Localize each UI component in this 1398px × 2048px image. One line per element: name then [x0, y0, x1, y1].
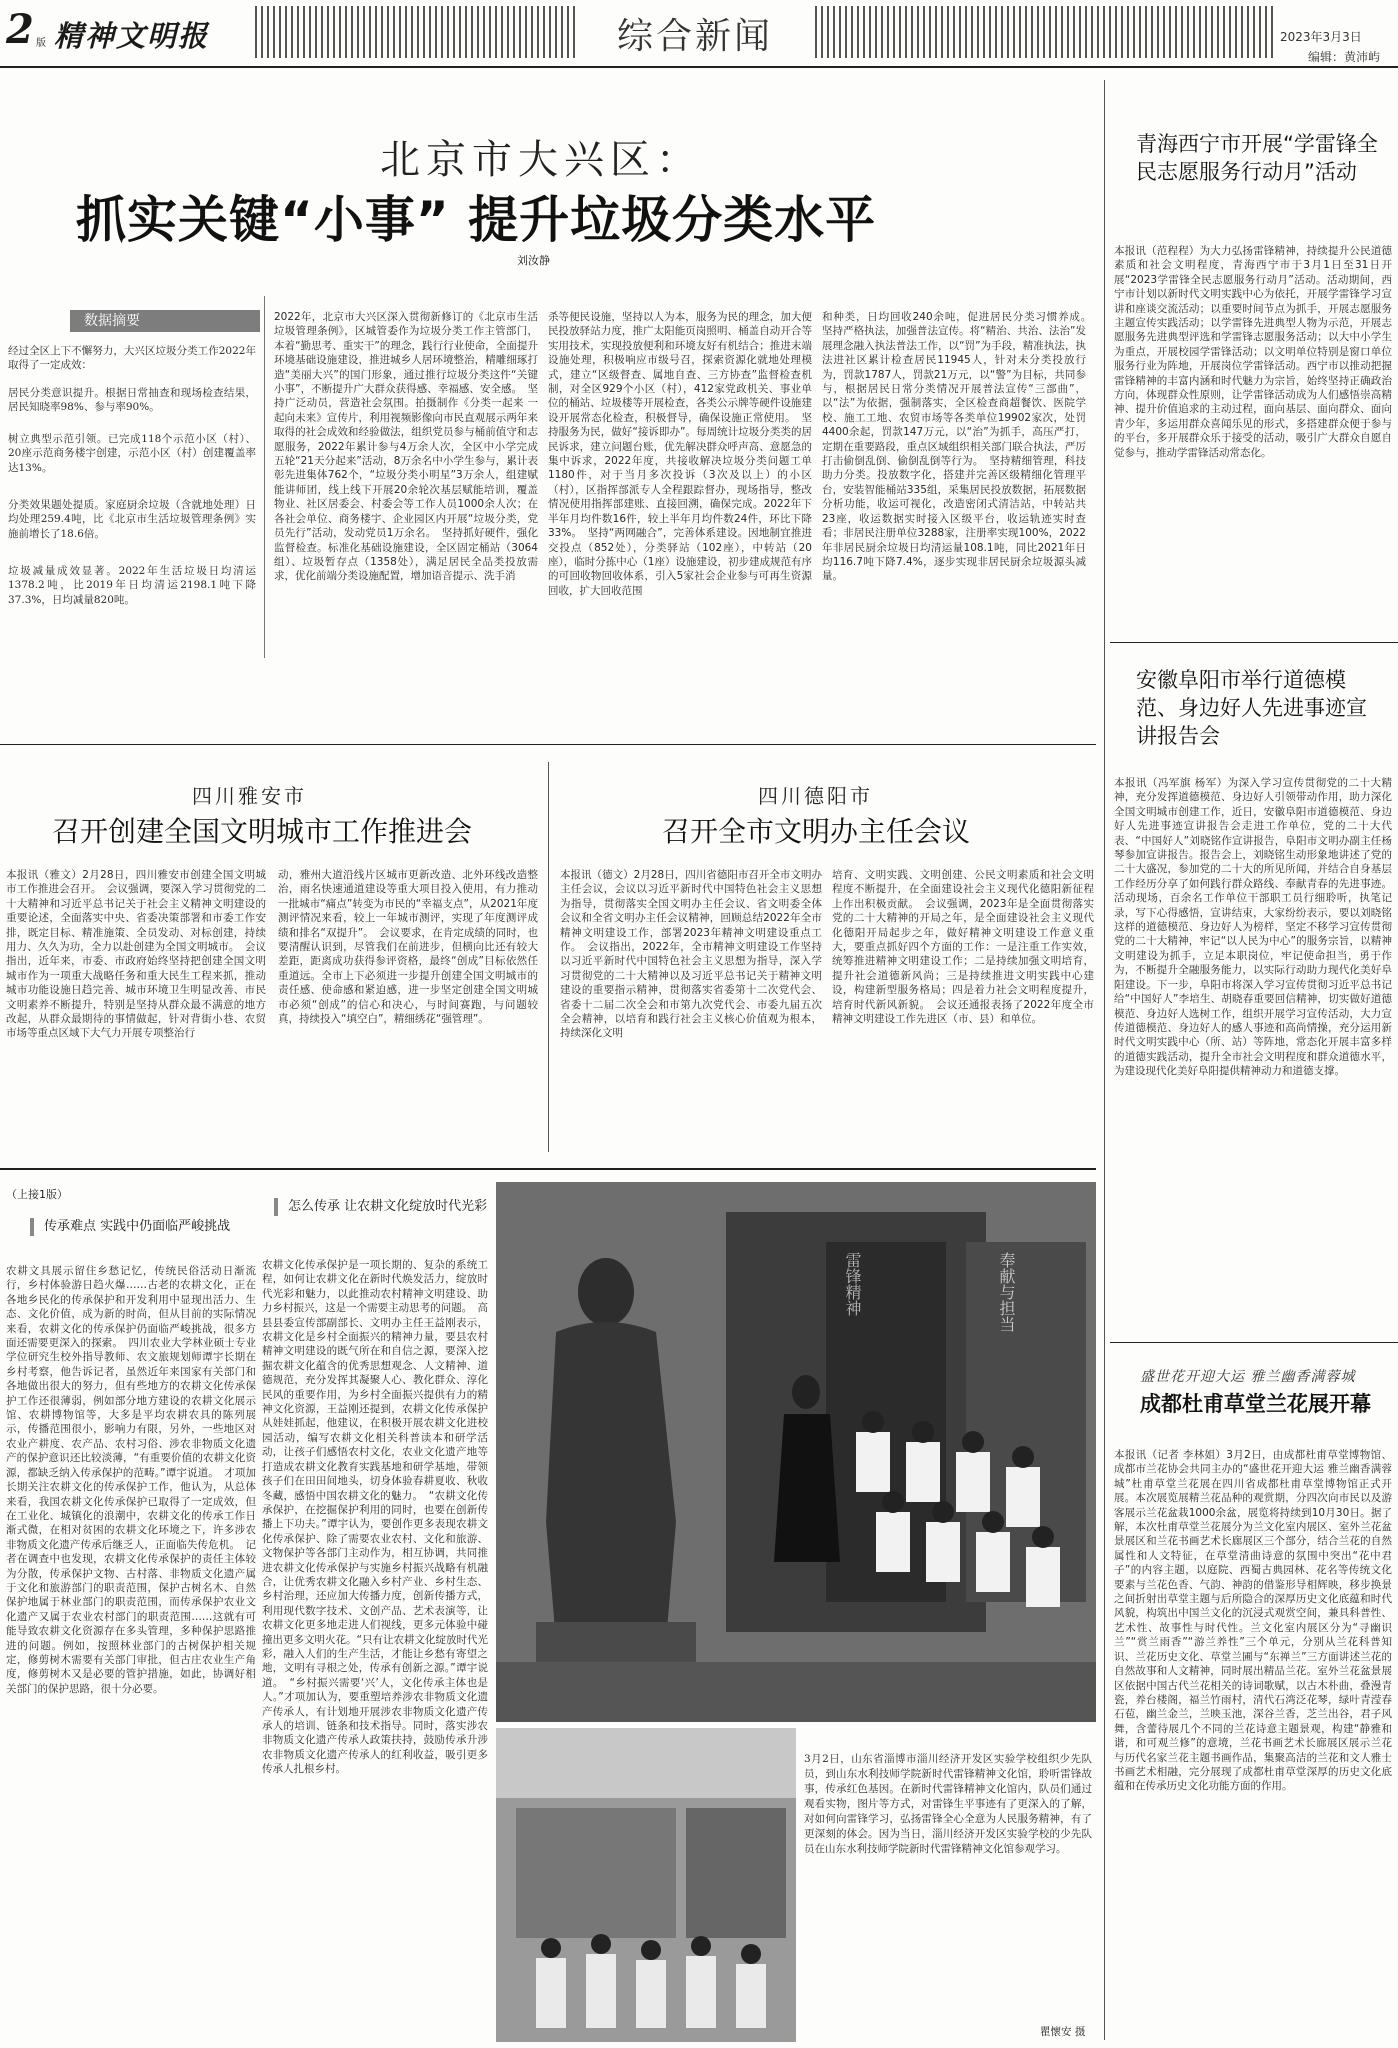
photo-illustration-2 [496, 1728, 796, 2042]
masthead [0, 0, 1398, 72]
right2-body: 本报讯（冯军旗 杨军）为深入学习宣传贯彻党的二十大精神，充分发挥道德模范、身边好人引领带动作用，助力深化全国文明城市创建工作，近日，安徽阜阳市道德模范、身边好人先进事迹宣讲报告会走进工作单位，党的二十大代表、“中国好人”刘晓铭作宣讲报告，阜阳市文明办副主任杨琴参加宣讲报告。报告会上，刘晓铭生动形象地讲述了党的二十大盛况，参加党的二十大的所见所闻，并结合自身基层工作经历分享了如何践行群众路线、奉献青春的先进事迹。活动现场，百余名工作单位干部职工员行细聆听，执笔记录，写下心得感悟，宣讲结束，大家纷纷表示，要以刘晓铭这样的道德模范、身边好人为榜样，坚定不移学习宣传贯彻党的二十大精神，牢记“以人民为中心”的服务宗旨，以精神文明建设为抓手，立足本职岗位，牢记使命担当，勇于作为，不断提升全融服务能力，以实际行动助力现代化美好阜阳建设。下一步，阜阳市将深入学习宣传贯彻习近平总书记给“中国好人”李培生、胡晓春重要回信精神，切实做好道德模范、身边好人选树工作，组织开展学习宣传活动，大力宣传道德模范、身边好人的感人事迹和高尚情操，充分运用新时代文明实践中心（所、站）等阵地，常态化开展丰富多样的道德实践活动，提升全市社会文明程度和群众道德水平，为建设现代化美好阜阳提供精神动力和道德支撑。 [1114, 777, 1392, 1078]
masthead-stripes-left [255, 6, 577, 58]
mid-right-title: 召开全市文明办主任会议 [662, 815, 971, 848]
right3-kicker: 盛世花开迎大运 雅兰幽香满蓉城 [1140, 1369, 1356, 1385]
right3-title: 成都杜甫草堂兰花展开幕 [1140, 1392, 1371, 1416]
right1-body: 本报讯（范程程）为大力弘扬雷锋精神，持续提升公民道德素质和社会文明程度，青海西宁市于3月1日至31日开展“2023学雷锋全民志愿服务行动月”活动。活动期间，西宁市计划以新时代文明实践中心为依托，开展学雷锋学习宣讲和座谈交流活动；以重要时间节点为抓手，开展志愿服务主题宣传实践活动；以学雷锋先进典型人物为示范，开展志愿服务先进典型评选和学雷锋志愿服务活动；以大中小学生为重点，开展校园学雷锋活动；以文明单位特别是窗口单位服务行业为阵地，开展岗位学雷锋活动。西宁市以推动把握雷锋精神的丰富内涵和时代魅力为宗旨，始终坚持正确政治方向，体现群众性原则，让学雷锋活动成为人们感悟崇高精神、提升价值追求的主动过程，面向基层、面向群众、面向青少年，多运用群众喜闻乐见的形式，多搭建群众便于参与的平台，多开展群众乐于接受的活动，吸引广大群众自愿自觉参与，推动学雷锋活动常态化。 [1114, 245, 1392, 459]
bottom-sub-1: 传承难点 实践中仍面临严峻挑战 [30, 1218, 254, 1236]
right3-body: 本报讯（记者 李林姐）3月2日，由成都杜甫草堂博物馆、成都市兰花协会共同主办的“盛世花开迎大运 雅兰幽香满蓉城”杜甫草堂兰花展在四川省成都杜甫草堂博物馆正式开展。本次展览展精兰花品种的观赏期，分四次向市民以及游客展示兰花盆栽1000余盆，展览将持续到10月30日。据了解，本次杜甫草堂兰花展分为兰文化室内展区、室外兰花盆景展区和兰花书画艺术长廊展区三个部分，结合兰花的自然属性和人文特征，在草堂清曲诗意的氛围中突出“花中君子”的内容主题，以庭院、西蜀古典园林、花名等传统文化要素与兰花色香、气韵、神韵的借鉴形导相辉映，移步换景之间折射出草堂主题与后所隐合的深厚历史文化底蕴和时代风貌，构筑出中国兰文化的沉浸式观赏空间，兼具科普性、艺术性、故事性与时代性。兰文化室内展区分为“寻幽识兰”“赏兰雨香”“游兰养性”三个单元，分别从兰花科普知识、兰花历史文化、草堂兰圃与“东禅兰”三方面讲述兰花的自然故事和人文精神，同时展出精品兰花。室外兰花盆景展区依据中国古代兰花相关的诗词歌赋，以古木朴曲，叠漫青瓷，养台楼阁，福兰竹雨村，清代石湾泛花琴，绿叶青滢春石苞，幽兰金兰，兰映玉池，深谷兰香，芝兰出谷，君子风舞，含蕾待展几个不同的兰花诗意主题景观，构建“静雅和谐，和可观兰修”的意境，兰花书画艺术长廊展区展示兰花与历代名家兰花主题书画作品，集聚高洁的兰花和文人雅士书画艺术相融，完分展现了成都杜甫草堂深厚的历史文化底蕴和在传承历史文化功能方面的作用。 [1114, 1449, 1392, 1793]
mid-right-col-2: 培育、文明实践、文明创建、公民文明素质和社会文明程度不断提升，在全面建设社会主义现代化德阳新征程上作出积极贡献。 会议强调，2023年是全面贯彻落实党的二十大精神的开局之年，是全面建设社会主义现代化德阳开局起步之年，做好精神文明建设工作意义重大，要重点抓好四个方面的工作：一是注重工作实效，统筹推进精神文明建设工作；二是持续加强文明培育，提升社会道德新风尚；三是持续推进文明实践中心建设，构建新型服务格局；四是着力社会文明程度提升，培育时代新风新貌。 会议还通报表扬了2022年度全市精神文明建设工作先进区（市、县）和单位。 [832, 869, 1094, 1026]
summary-title: 数据摘要 [70, 310, 260, 332]
lead-title: 抓实关键“小事” 提升垃圾分类水平 [76, 191, 877, 249]
page-suffix: 版 [36, 38, 46, 49]
exhibit-text-2: 奉献与担当 [997, 1252, 1016, 1332]
summary-item: 垃圾减量成效显著。2022年生活垃圾日均清运1378.2吨，比2019年日均清运2198.1吨下降37.3%，日均减量820吨。 [8, 565, 256, 606]
summary-item: 分类效果题处提质。家庭厨余垃圾（含就地处理）日均处理259.4吨，比《北京市生活垃圾管理条例》实施前增长了18.6倍。 [8, 499, 256, 540]
bottom-sub-2: 怎么传承 让农耕文化绽放时代光彩 [274, 1198, 498, 1216]
summary-item: 经过全区上下不懈努力，大兴区垃圾分类工作2022年取得了一定成效： [8, 345, 256, 372]
mid-right-kicker: 四川德阳市 [758, 784, 873, 808]
second-photo [496, 1728, 796, 2042]
right1-title: 青海西宁市开展“学雷锋全民志愿服务行动月”活动 [1136, 132, 1378, 184]
photo-credit: 瞿懷安 摄 [1040, 2026, 1086, 2038]
mid-left-col-2: 动，雅州大道沿线片区城市更新改造、北外环线改造整治，雨名快速通道建设等重大项目投入使用，有力推动一批城市“痛点”转变为市民的“幸福支点”，从2021年度测评情况来看，较上一年城市测评，实现了年度测评成绩和排名“双提升”。 会议要求，在肯定成绩的同时，也要清醒认识到，尽管我们在前进步，但横向比还有较大差距，距离成功获得参评资格，最终“创成”目标依然任重道远。全市上下必须进一步提升创建全国文明城市的责任感、使命感和紧迫感，进一步坚定创建全国文明城市必须“创成”的信心和决心，与时间赛跑，与问题较真，持续投入“填空白”，精细绣花“强管理”。 [278, 869, 538, 1026]
right2-title: 安徽阜阳市举行道德模范、身边好人先进事迹宣讲报告会 [1136, 668, 1367, 748]
photo-caption: 3月2日，山东省淄博市淄川经济开发区实验学校组织少先队员，到山东水利技师学院新时代雷锋精神文化馆，聆听雷锋故事，传承红色基因。在新时代雷锋精神文化馆内，队员们通过观看实物，图片等方式，对雷锋生平事迹有了更深入的了解，对如何向雷锋学习，弘扬雷锋全心全意为人民服务精神，有了更深刻的体会。因为当日，淄川经济开发区实验学校的少先队员在山东水利技师学院新时代雷锋精神文化馆参观学习。 [804, 1753, 1092, 1855]
issue-date: 2023年3月3日 [1280, 30, 1362, 44]
summary-item: 树立典型示范引领。已完成118个示范小区（村）、20座示范商务楼宇创建，示范小区（村）创建覆盖率达13%。 [8, 433, 256, 474]
lead-kicker: 北京市大兴区： [380, 137, 702, 183]
page-number: 2 [6, 6, 34, 53]
bottom-col-2: 农耕文化传承保护是一项长期的、复杂的系统工程，如何让农耕文化在新时代焕发活力，绽放时代光彩和魅力，以此推动农村精神文明建设、助力乡村振兴，这是一个需要主动思考的问题。 高县县委宣传部副部长、文明办主任王益刚表示，农耕文化是乡村全面振兴的精神力量，要县农村精神文明建设的既气所在和自信之源，要深入挖掘农耕文化蕴含的优秀思想观念、人文精神、道德规范，充分发挥其凝聚人心、教化群众、淳化民风的重要作用，为乡村全面振兴提供有力的精神文化资源，王益刚还提到，农耕文化传承保护从娃娃抓起，他建议，在积极开展农耕文化进校园活动，编写农耕文化相关科普读本和研学活动，让孩子们感悟农村文化，农业文化遗产地等打造成农耕文化教育实践基地和研学基地，带领孩子们在田田间地头，切身体验春耕夏收、秋收冬藏，感悟中国农耕文化的魅力。 “农耕文化传承保护，在挖掘保护利用的同时，也要在创新传播上下功夫。”谭宇认为，要创作更多表现农耕文化传承保护、除了需要农业农村、文化和旅游、文物保护等各部门主动作为，相互协调，共同推进农耕文化传承保护与实施乡村振兴战略有机融合，让优秀农耕文化融入乡村产业、乡村生态、乡村治理，还应加大传播力度，创新传播方式，利用现代数字技术、文创产品、艺术表演等，让农耕文化更多地走进人们视线，更多元体验中碰撞出更多文明火花。“只有让农耕文化绽放时代光彩，融入人们的生产生活，才能让乡愁有寄望之地，文明有寻根之处，传承有创新之源。”谭宇说道。 “乡村振兴需要‘兴’人，文化传承主体也是人。”才项加认为，要重塑培养涉农非物质文化遗产传承人，有计划地开展涉农非物质文化遗产传承人的培训、链条和技术指导。同时，落实涉农非物质文化遗产传承人政策扶持，鼓励传承升涉农非物质文化遗产传承人的红利收益，吸引更多传承人扎根乡村。 [262, 1259, 488, 1776]
paper-logo: 精神文明报 [54, 19, 210, 53]
lead-author: 刘汝静 [517, 254, 550, 267]
bottom-col-1: 农耕文具展示留住乡愁记忆，传统民俗活动日渐流行，乡村体验游日趋火爆……古老的农耕文化，正在各地乡民化的传承保护和开发利用中显现出活力、生态、文化价值，成为新的时尚，但从目前的实际情况来看，农耕文化的传承保护仍面临严峻挑战，很多方面还需要更深入的探索。 四川农业大学林业硕士专业学位研究生校外指导教师、农文旅规划师谭宇长期在乡村考察，他告诉记者，虽然近年来国家有关部门和各地做出很大的努力，但有些地方的农耕文化传承保护工作还很薄弱，例如部分地方建设的农耕文化展示馆、农耕博物馆等，大多是平均农耕农具的陈列展示，传播范围很小，影响力有限，另外，一些地区对农业产耕度、农产品、农村习俗、涉农非物质文化遗产的保护意识还比较淡薄，“有重要价值的农耕文化资源，都缺乏纳入传承保护的范畴。”谭宇说道。 才项加长期关注农耕文化的传承保护工作，他认为，从总体来看，我国农耕文化传承保护已取得了一定成效，但在工业化、城镇化的浪潮中，农耕文化的传承工作日渐式微，在相对贫困的农耕文化环境之下，许多涉农非物质文化遗产传承后继乏人，正面临失传危机。 记者在调查中也发现，农耕文化传承保护的责任主体较为分散，传承保护文物、古村落、非物质文化遗产属于文化和旅游部门的职责范围，保护古树名木、自然保护地属于林业部门的职责范围，而传承保护农业文化遗产又属于农业农村部门的职责范围……这就有可能导致农耕文化资源存在多头管理，多种保护思路推进的问题。例如，按照林业部门的古树保护相关规定，修剪树木需要有关部门审批，但古庄农业生产角度，修剪树木又是必要的管护措施，如此，协调好相关部门的保护思路，很十分必要。 [6, 1265, 256, 1695]
main-photo [496, 1182, 1096, 1722]
editor: 编辑：黄沛屿 [1308, 50, 1381, 64]
lead-col-1: 2022年，北京市大兴区深入贯彻新修订的《北京市生活垃圾管理条例》，区城管委作为垃圾分类工作主管部门，本着“勤思考、重实干”的理念，践行行业使命，全面提升环境基础设施建设，推进城乡人居环境整治，精雕细琢打造“美丽大兴”的国门形象，通过推行垃圾分类这件“关键小事”，不断提升广大群众获得感、幸福感、安全感。 坚持广泛动员，营造社会氛围。拍摄制作《分类一起来 一起向未来》宣传片，利用视频影像向市民直观展示两年来取得的社会成效和经验做法，组织党员参与桶前值守和志愿服务，2022年累计参与4万余人次，全区中小学完成五轮“21天分起来”活动，8万余名中小学生参与，累计表彰先进集体762个，“垃圾分类小明星”3万余人，组建赋能讲师团，线上线下开展20余轮次基层赋能培训，覆盖物业、社区居委会、村委会等工作人员1000余人次；在各社会单位、商务楼宇、企业园区内开展“垃圾分类，党员先行”活动，发动党员1万余名。 坚持抓好硬件，强化监督检查。标准化基础设施建设，全区固定桶站（3064组）、垃圾暂存点（1358处），满足居民全品类投放需求，优化前端分类设施配置，增加语音提示、洗手消 [274, 311, 538, 583]
masthead-stripes-right [815, 6, 1275, 58]
section-title: 综合新闻 [616, 16, 773, 57]
mid-left-col-1: 本报讯（雅文）2月28日，四川雅安市创建全国文明城市工作推进会召开。 会议强调，要深入学习贯彻党的二十大精神和习近平总书记关于社会主义精神文明建设的重要论述，全面落实中央、省委决策部署和市委工作安排，既定目标、精准施策、全员发动、对标创建，持续用力、久久为功，全力以赴创建为全国文明城市。 会议指出，近年来，市委、市政府始终坚持把创建全国文明城市作为一项重大战略任务和重大民生工程来抓，推动城市功能设施日趋完善、城市环境卫生明显改善、市民文明素养不断提升，特别是坚持从群众最不满意的地方改起，从群众最期待的事情做起，针对背街小巷、农贸市场等重点区域下大气力开展专项整治行 [6, 869, 266, 1040]
mid-left-title: 召开创建全国文明城市工作推进会 [52, 815, 473, 848]
mid-left-kicker: 四川雅安市 [192, 784, 307, 808]
exhibit-text-1: 雷锋精神 [843, 1252, 862, 1316]
continued-label: （上接1版） [6, 1188, 68, 1201]
mid-right-col-1: 本报讯（德文）2月28日，四川省德阳市召开全市文明办主任会议，会议以习近平新时代中国特色社会主义思想为指导，贯彻落实全国文明办主任会议、省文明委全体会议和全省文明办主任会议精神，回顾总结2022年全市精神文明建设工作，部署2023年精神文明建设重点工作。 会议指出，2022年，全市精神文明建设工作坚持以习近平新时代中国特色社会主义思想为指导，深入学习贯彻党的二十大精神以及习近平总书记关于精神文明建设的重要指示精神，贯彻落实省委第十二次党代会、省委十二届二次全会和市第九次党代会、市委九届五次全会精神，以培育和践行社会主义核心价值观为根本，持续深化文明 [560, 869, 822, 1040]
lead-col-3: 和种类，日均回收240余吨，促进居民分类习惯养成。 坚持严格执法，加强普法宣传。将“精治、共治、法治”发展理念融入执法普法工作，以“罚”为手段，精准执法，执法进社区累计检查居民11945人，针对未分类投放行为，罚款1787人，罚款21万元，以“警”为目标，共同参与，根据居民日常分类情况开展普法宣传“三部曲”，以“法”为依据，强制落实，全区检查商超餐饮、医院学校、施工工地、农贸市场等各类单位19902家次，处罚4400余起，罚款147万元，以“治”为抓手，高压严打，定期在重要路段，重点区域组织相关部门联合执法，严厉打击偷倒乱倒、偷倒乱倒等行为。 坚持精细管理，科技助力分类。投放数字化，搭建并完善区级精细化管理平台，安装智能桶站335组，采集居民投放数据，拓展数据分析功能，收运可视化，改造密闭式清洁站，中转站共23座，收运数据实时接入区级平台，收运轨迹实时查看；非居民注册单位3288家，注册率实现100%，2022年非居民厨余垃圾日均清运量108.1吨，同比2021年日均116.7吨下降7.4%，逐步实现非居民厨余垃圾源头减量。 [822, 311, 1097, 583]
lead-col-2: 杀等便民设施，坚持以人为本，服务为民的理念，加大便民投放驿站力度，推广太阳能页岗照明、桶盖自动开合等实用技术，实现投放便利和环境友好有机结合；推进末端设施处理，积极响应市级号召，探索资源化就地处理模式，建立“区级督查、属地自查、三方协查”监督检查机制，对全区929个小区（村），412家党政机关、事业单位的桶站、垃圾楼等开展检查，各类公示牌等硬件设施建设开展常态化检查，积极督导，确保设施正常使用。 坚持服务为民，做好“接诉即办”。每周统计垃圾分类类的居民诉求，建立问题台账，优先解决群众呼声高、意愿急的集中诉求，2022年度，共接收解决垃圾分类问题工单1180件，对于当月多次投诉（3次及以上）的小区（村），区指挥部派专人全程跟踪督办，现场指导，整改情况使用指挥部建账、直接回溯，确保完成。2022年下半年月均件数16件，较上半年月均件数24件，环比下降33%。 坚持“两网融合”，完善体系建设。因地制宜推进交投点（852处），分类驿站（102座），中转站（20座），临时分拣中心（1座）设施建设，初步建成规范有序的可回收物回收体系，引入5家社会企业参与可再生资源回收，扩大回收范围 [548, 311, 812, 597]
summary-item: 居民分类意识提升。根据日常抽查和现场检查结果，居民知晓率98%、参与率90%。 [8, 387, 256, 414]
